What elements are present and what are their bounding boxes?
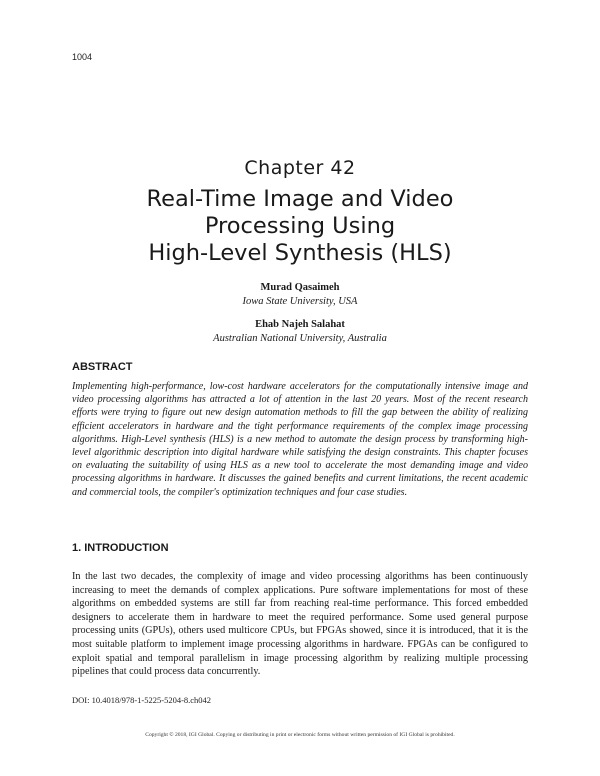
author-affiliation: Iowa State University, USA — [242, 296, 358, 307]
chapter-title-line: Processing Using — [204, 213, 396, 239]
introduction-text: In the last two decades, the complexity of image and video processing algorithms has been continuously increasing to meet the demands of complex applications. Pure software implementations for most of these algorithms on embedded systems are still far from reaching real-time performance. This forced embedded designers to accelerate them in hardware to meet the required performance. Some used general purpose processing units (GPUs), others used multicore CPUs, but FPGAs showed, since it is introduced, that it is the most suitable platform to implement image processing algorithms in hardware. FPGAs can be configured to exploit spatial and temporal parallelism in image processing algorithm by realizing multiple processing pipelines that could process data concurrently. — [72, 571, 528, 678]
chapter-title — [60, 186, 540, 267]
chapter-title-line: High-Level Synthesis (HLS) — [148, 240, 452, 266]
abstract-heading: ABSTRACT — [72, 361, 133, 373]
author-name: Ehab Najeh Salahat — [255, 319, 345, 330]
abstract-text: Implementing high-performance, low-cost hardware accelerators for the computationally intensive image and video processing algorithms has attracted a lot of attention in the last 20 years. Most of the recent research efforts were trying to figure out new design automation methods to fill the gap between the ability of realizing efficient accelerators in hardware and the tight performance requirements of the complex image processing algorithms. High-Level synthesis (HLS) is a new method to automate the design process by transforming high-level algorithmic description into digital hardware while satisfying the design constraints. This chapter focuses on evaluating the suitability of using HLS as a new tool to accelerate the most demanding image and video processing algorithms in hardware. It discusses the gained benefits and current limitations, the recent academic and commercial tools, the compiler's optimization techniques and four case studies. — [72, 381, 528, 498]
author-name: Murad Qasaimeh — [260, 282, 340, 293]
doi: DOI: 10.4018/978-1-5225-5204-8.ch042 — [72, 695, 212, 705]
page-number: 1004 — [72, 52, 93, 62]
chapter-title-line: Real-Time Image and Video — [146, 186, 454, 212]
chapter-label: Chapter 42 — [244, 157, 356, 179]
introduction-heading: 1. INTRODUCTION — [72, 542, 169, 554]
author-affiliation: Australian National University, Australia — [213, 333, 387, 344]
copyright-notice: Copyright © 2018, IGI Global. Copying or distributing in print or electronic forms without written permission of IGI Global is prohibited. — [145, 732, 455, 738]
